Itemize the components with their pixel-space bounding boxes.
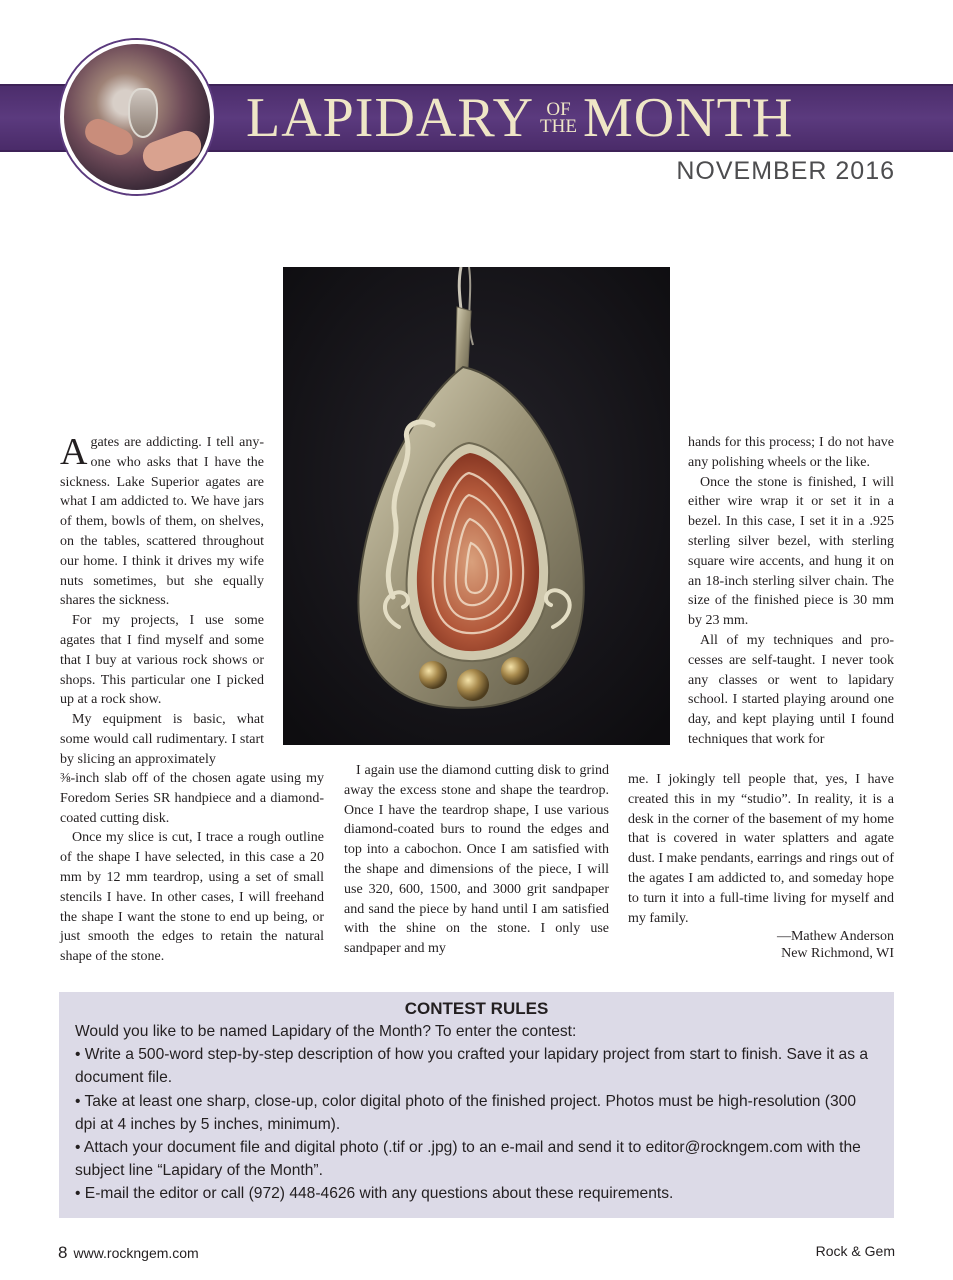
pendant-illustration	[283, 267, 670, 745]
page-title	[246, 86, 793, 150]
author-location: New Richmond, WI	[781, 946, 894, 962]
article-paragraph: Once my slice is cut, I trace a rough outline of the shape I have selected, in this case a 20 mm by 12 mm teardrop, using a set of small stencils I have. In other cases, I will freehand the shape I want the stone to end up being, or just smooth the edges to retain the natural shape of the stone.	[60, 830, 324, 965]
article-paragraph: My equipment is basic, what some would call rudimentary. I start by slicing an approximately	[60, 712, 264, 767]
article-column-1-bottom	[60, 769, 324, 967]
article-paragraph-continued: me. I jokingly tell people that, yes, I have created this in my “studio”. In reality, it is a desk in the corner of the basement of my home that is covered in water splatters and agate dust. I make pendants, earrings and rings out of the agates I am addicted to, and someday hope to turn it into a full-time living for myself and my family.	[628, 772, 894, 926]
article-paragraph: I again use the diamond cutting disk to grind away the excess stone and shape the teardrop. Once I have the teardrop shape, I use various diamond-coated burs to round the edges and top into a cabochon. Once I am satisfied with the shape and dimensions of the piece, I will use 320, 600, 1500, and 3000 grit sandpaper and sand the piece by hand until I am satisfied with the shine on the stone. I only use sandpaper and my	[344, 763, 609, 957]
footer-magazine-name: Rock & Gem	[815, 1243, 895, 1259]
pendant-photo	[283, 267, 670, 745]
page-number: 8	[58, 1243, 68, 1262]
contest-intro: Would you like to be named Lapidary of the Month? To enter the contest:	[75, 1023, 577, 1040]
footer-website: www.rockngem.com	[73, 1245, 199, 1261]
article-column-1-top	[60, 433, 264, 770]
contest-rule: • Attach your document file and digital photo (.tif or .jpg) to an e-mail and send it to editor@rockngem.com with the subject line “Lapidary of the Month”.	[75, 1139, 861, 1180]
article-paragraph-continued: ⅜-inch slab off of the chosen agate using my Foredom Series SR handpiece and a diamond-coated cutting disk.	[60, 771, 324, 826]
title-word-month: MONTH	[582, 87, 794, 149]
title-word-lapidary: LAPIDARY	[246, 87, 535, 149]
article-column-2	[344, 761, 609, 959]
article-paragraph-continued: hands for this process; I do not have any polishing wheels or the like.	[688, 435, 894, 470]
drop-cap: A	[60, 431, 88, 473]
contest-heading: CONTEST RULES	[404, 999, 549, 1018]
contest-rules-box	[59, 992, 894, 1218]
article-column-3-top	[688, 433, 894, 750]
footer-left	[58, 1243, 199, 1263]
issue-date: NOVEMBER 2016	[676, 157, 895, 185]
title-of-the	[540, 101, 577, 135]
header-medallion-photo	[60, 40, 214, 194]
article-paragraph: Once the stone is finished, I will either wire wrap it or set it in a bezel. In this case, I set it in a .925 sterling silver bezel, with sterling square wire accents, and hung it on an 18-inch sterling silver chain. The size of the finished piece is 30 mm by 23 mm.	[688, 474, 894, 629]
contest-rule: • Take at least one sharp, close-up, color digital photo of the finished project. Photos must be high-resolution (300 dpi at 4 inches by 5 inches, minimum).	[75, 1092, 856, 1133]
author-name: —Mathew Anderson	[776, 929, 894, 945]
title-the: THE	[540, 116, 577, 137]
title-of: OF	[546, 99, 571, 120]
medallion-gem-shape	[128, 88, 158, 138]
contest-rule: • E-mail the editor or call (972) 448-4626 with any questions about these requirements.	[75, 1185, 674, 1203]
paragraph-text: gates are addicting. I tell any-one who asks that I have the sickness. Lake Superior agates are what I am addicted to. We have jars of them, bowls of them, on shelves, on the tables, scattered throughout our home. I think it drives my wife nuts sometimes, but she equally shares the sickness.	[60, 435, 264, 609]
contest-rule: • Write a 500-word step-by-step description of how you crafted your lapidary project from start to finish. Save it as a document file.	[75, 1046, 869, 1087]
article-paragraph: For my projects, I use some agates that I find myself and some that I buy at various rock shows or shops. This particular one I picked up at a rock show.	[60, 613, 264, 708]
article-paragraph	[60, 433, 264, 611]
article-column-3-bottom	[628, 770, 894, 962]
article-paragraph: All of my techniques and pro-cesses are self-taught. I never took any classes or went to lapidary school. I started playing around one day, and kept playing until I found techniques that work for	[688, 632, 894, 747]
